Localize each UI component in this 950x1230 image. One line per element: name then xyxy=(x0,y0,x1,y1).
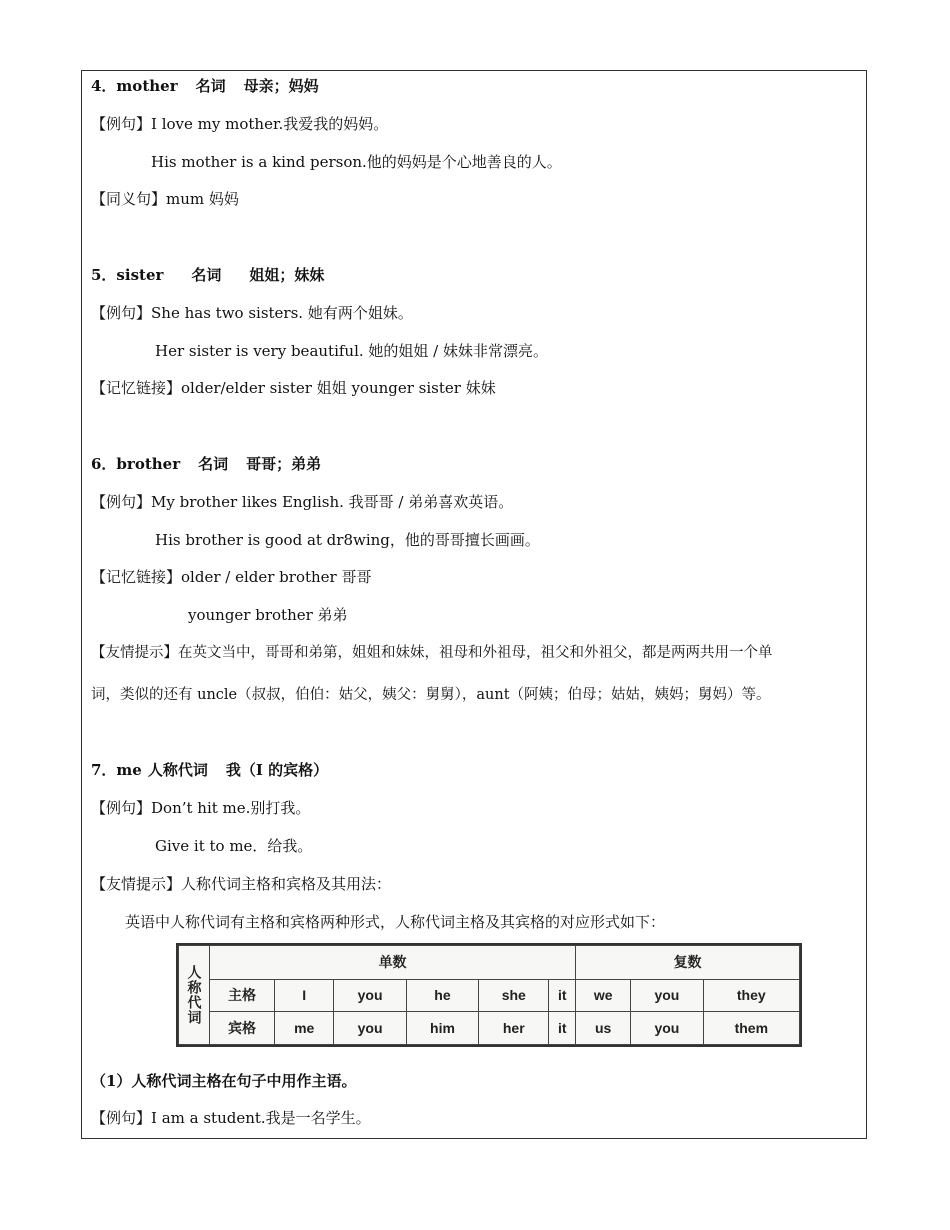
singular-header: 单数 xyxy=(210,946,576,980)
entry-7-tip: 【友情提示】人称代词主格和宾格及其用法： xyxy=(91,875,392,893)
subject-cell: he xyxy=(406,979,478,1012)
entry-5-example-2: Her sister is very beautiful. 她的姐姐 / 妹妹非常漂亮。 xyxy=(155,342,549,360)
rule-1-heading: （1）人称代词主格在句子中用作主语。 xyxy=(91,1072,357,1090)
entry-5-memory-link: 【记忆链接】older/elder sister 姐姐 younger sister 妹妹 xyxy=(91,379,496,397)
entry-4-title: 4．mother 名词 母亲；妈妈 xyxy=(91,77,319,95)
pronoun-table-corner: 人称代词 xyxy=(179,946,210,1045)
entry-7-example-2: Give it to me．给我。 xyxy=(155,837,313,855)
entry-7-example-1: 【例句】Don’t hit me.别打我。 xyxy=(91,799,311,817)
entry-4-example-1: 【例句】I love my mother.我爱我的妈妈。 xyxy=(91,115,389,133)
entry-6-memory-link: 【记忆链接】older / elder brother 哥哥 xyxy=(91,568,372,586)
object-cell: them xyxy=(703,1012,799,1045)
pronoun-table xyxy=(176,943,802,1047)
object-cell: us xyxy=(576,1012,631,1045)
entry-4-example-2: His mother is a kind person.他的妈妈是个心地善良的人。 xyxy=(151,153,562,171)
entry-5-example-1: 【例句】She has two sisters. 她有两个姐妹。 xyxy=(91,304,413,322)
object-cell: him xyxy=(406,1012,478,1045)
object-row-label: 宾格 xyxy=(210,1012,275,1045)
rule-1-example: 【例句】I am a student.我是一名学生。 xyxy=(91,1109,371,1127)
entry-6-example-2: His brother is good at dr8wing，他的哥哥擅长画画。 xyxy=(155,531,540,549)
entry-4-synonym: 【同义句】mum 妈妈 xyxy=(91,190,239,208)
entry-6-memory-link-2: younger brother 弟弟 xyxy=(188,606,348,624)
entry-6-tip: 【友情提示】在英文当中，哥哥和弟第，姐姐和妹妹，祖母和外祖母，祖父和外祖父，都是两两共用一个单 xyxy=(91,645,773,661)
subject-cell: it xyxy=(549,979,576,1012)
subject-cell: they xyxy=(703,979,799,1012)
object-cell: you xyxy=(631,1012,703,1045)
object-cell: it xyxy=(549,1012,576,1045)
subject-cell: you xyxy=(334,979,406,1012)
object-cell: you xyxy=(334,1012,406,1045)
entry-6-title: 6．brother 名词 哥哥；弟弟 xyxy=(91,455,322,473)
subject-cell: she xyxy=(479,979,549,1012)
entry-6-tip-2: 词，类似的还有 uncle（叔叔，伯伯：姑父，姨父：舅舅），aunt（阿姨；伯母；姑姑，姨妈；舅妈）等。 xyxy=(91,687,771,703)
object-cell: her xyxy=(479,1012,549,1045)
subject-cell: I xyxy=(275,979,334,1012)
subject-cell: you xyxy=(631,979,703,1012)
entry-6-example-1: 【例句】My brother likes English. 我哥哥 / 弟弟喜欢英语。 xyxy=(91,493,514,511)
object-cell: me xyxy=(275,1012,334,1045)
plural-header: 复数 xyxy=(576,946,800,980)
entry-5-title: 5．sister 名词 姐姐；妹妹 xyxy=(91,266,325,284)
entry-7-title: 7．me 人称代词 我（I 的宾格） xyxy=(91,761,329,779)
subject-row-label: 主格 xyxy=(210,979,275,1012)
entry-7-intro: 英语中人称代词有主格和宾格两种形式，人称代词主格及其宾格的对应形式如下： xyxy=(125,913,666,931)
subject-cell: we xyxy=(576,979,631,1012)
